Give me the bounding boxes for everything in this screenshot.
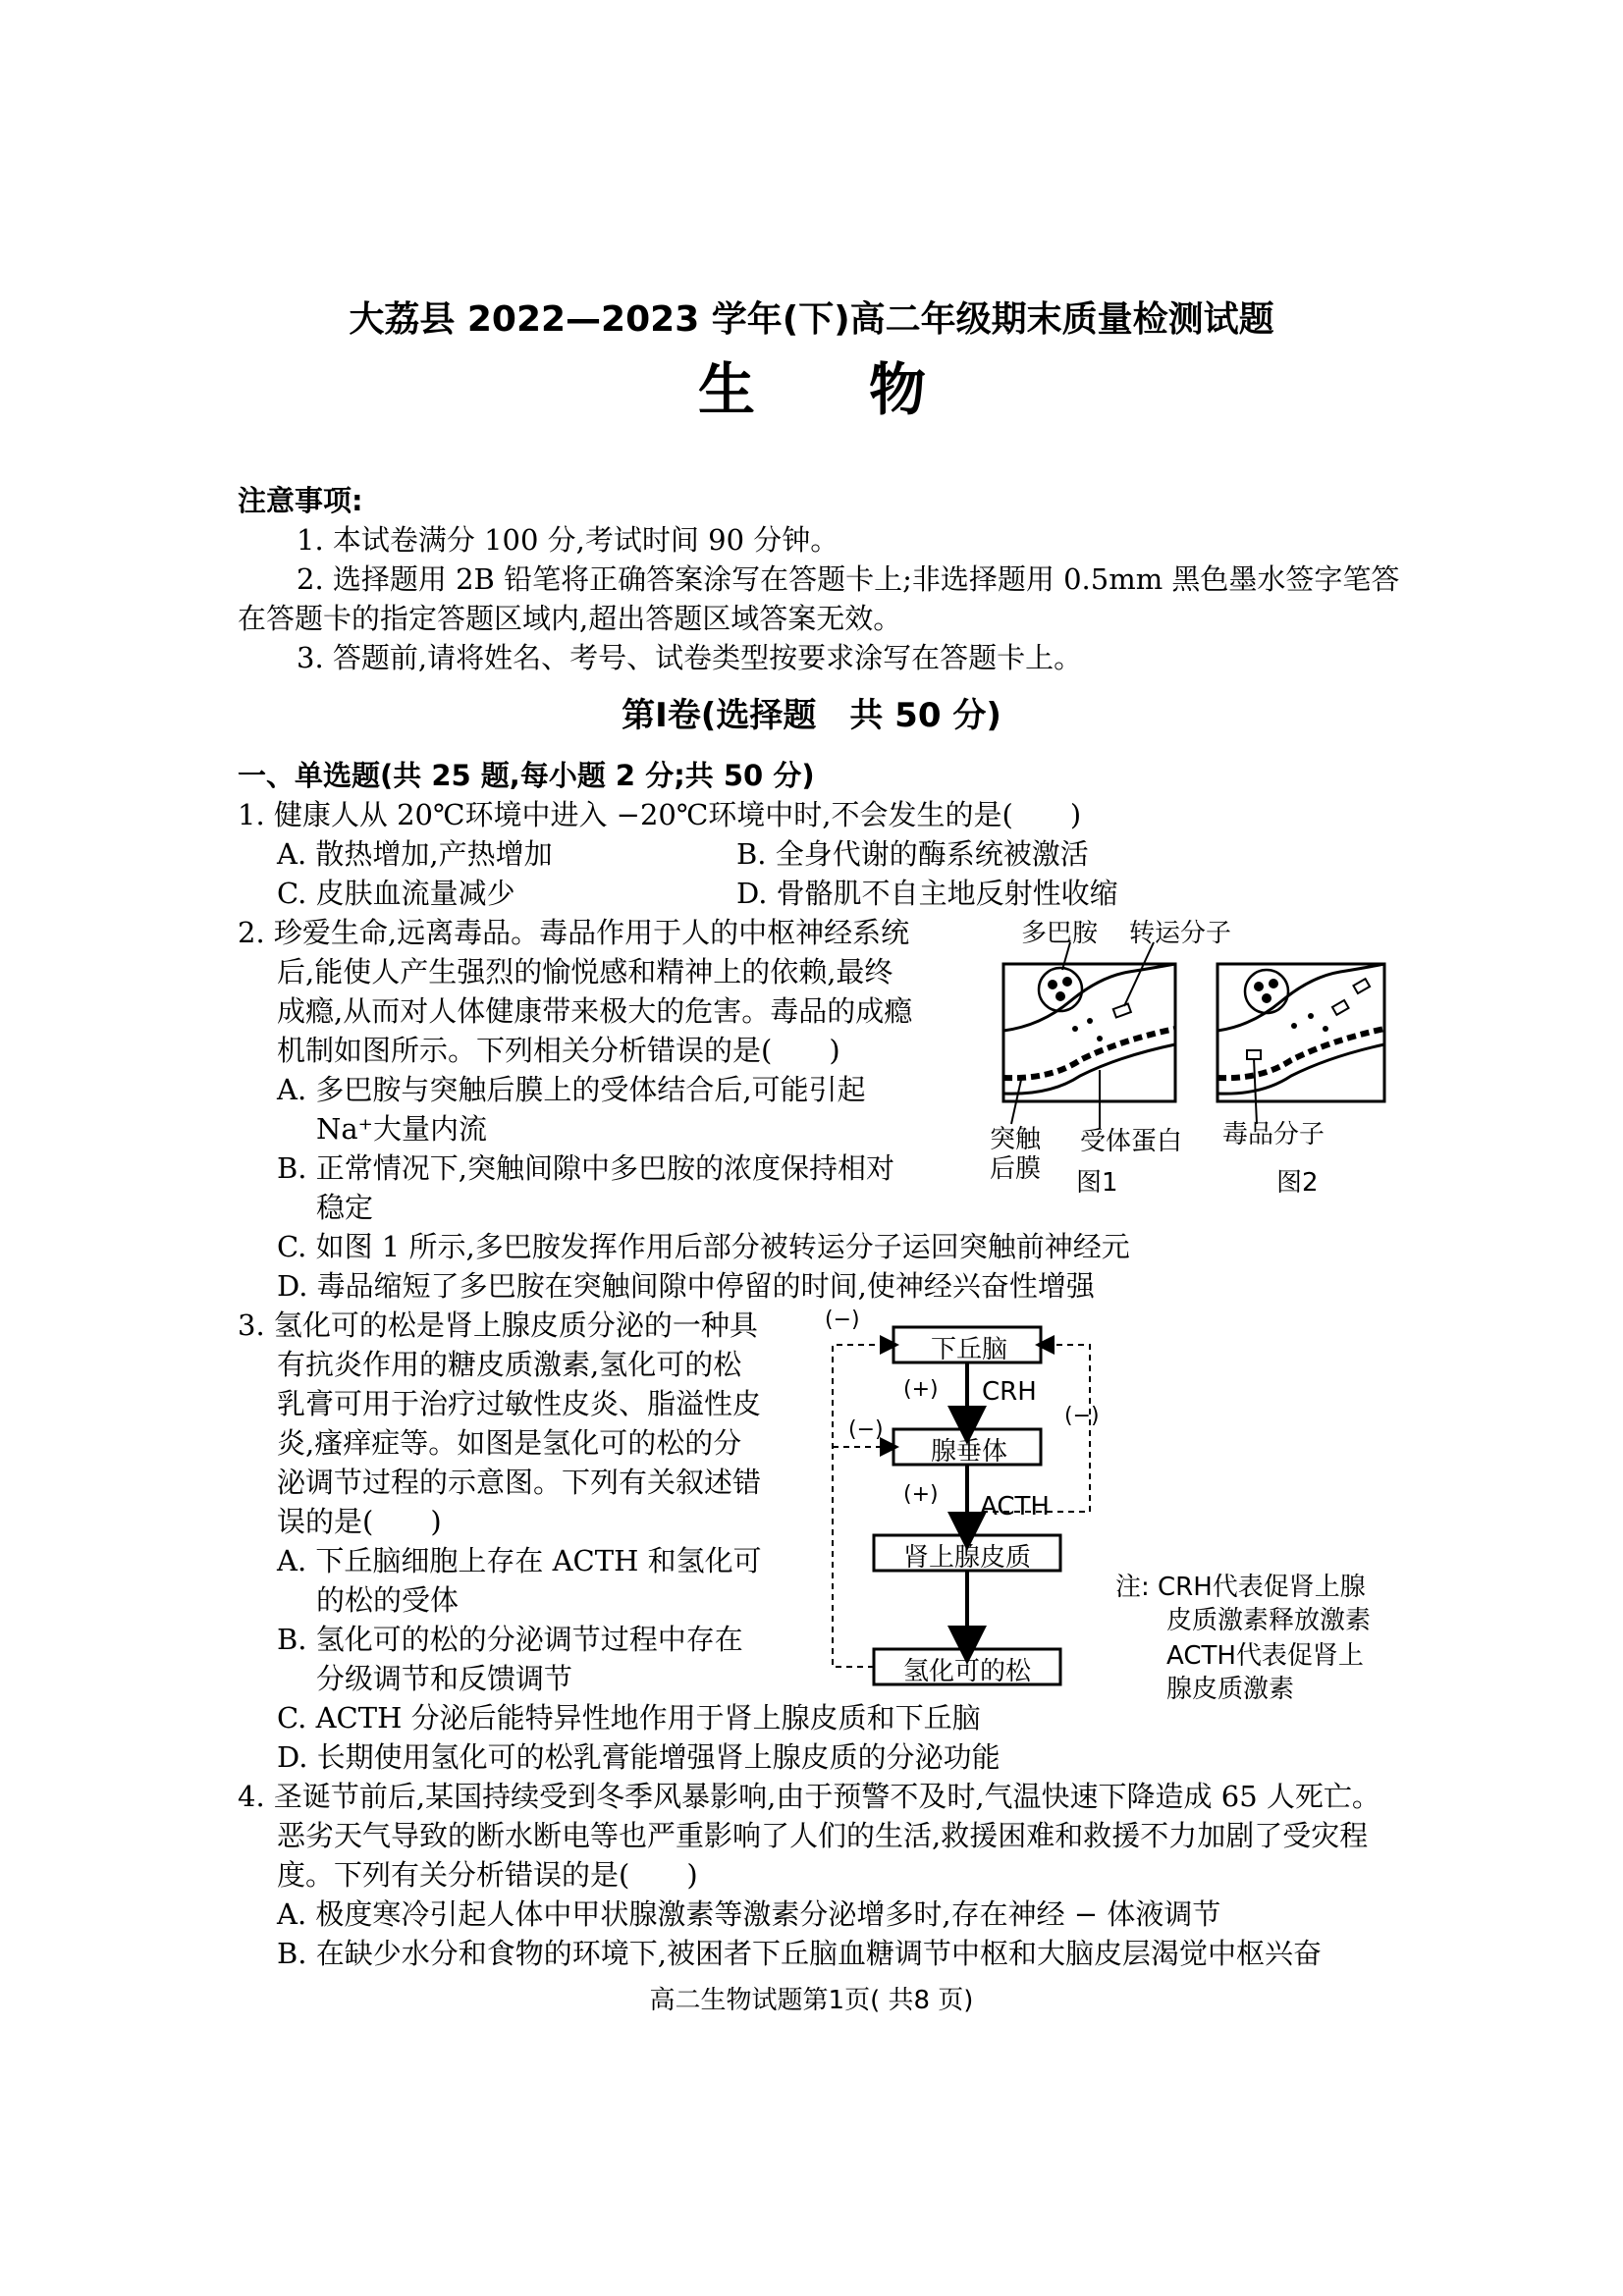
q3-line: 有抗炎作用的糖皮质激素,氢化可的松 — [277, 1348, 742, 1381]
label-postsynaptic-1: 突触 — [990, 1125, 1042, 1154]
label-receptor: 受体蛋白 — [1080, 1127, 1183, 1156]
note-line-4: 腺皮质激素 — [1166, 1675, 1295, 1704]
minus-label: (−) — [848, 1417, 884, 1442]
note-item-2-cont: 在答题卡的指定答题区域内,超出答题区域答案无效。 — [238, 602, 902, 635]
q2-option-c: C. 如图 1 所示,多巴胺发挥作用后部分被转运分子运回突触前神经元 — [277, 1230, 1130, 1263]
synapse-figure — [982, 913, 1414, 1207]
q2-line: 成瘾,从而对人体健康带来极大的危害。毒品的成瘾 — [277, 994, 913, 1028]
q3-option-d: D. 长期使用氢化可的松乳膏能增强肾上腺皮质的分泌功能 — [277, 1740, 1001, 1774]
label-postsynaptic-2: 后膜 — [990, 1154, 1042, 1184]
q2-option-b-cont: 稳定 — [316, 1191, 374, 1224]
exam-title: 大荔县 2022—2023 学年(下)高二年级期末质量检测试题 — [349, 299, 1274, 340]
note-line-1: 注: CRH代表促肾上腺 — [1115, 1573, 1366, 1602]
section-subtitle: 一、单选题(共 25 题,每小题 2 分;共 50 分) — [238, 759, 815, 792]
box-cortisol: 氢化可的松 — [902, 1657, 1031, 1686]
figure-caption-2: 图2 — [1276, 1168, 1319, 1198]
q2-option-a-cont: Na⁺大量内流 — [316, 1112, 487, 1146]
q2-line: 2. 珍爱生命,远离毒品。毒品作用于人的中枢神经系统 — [238, 916, 910, 949]
q3-option-b: B. 氢化可的松的分泌调节过程中存在 — [277, 1623, 743, 1656]
q2-line: 机制如图所示。下列相关分析错误的是( ) — [277, 1034, 840, 1067]
page-footer: 高二生物试题第1页( 共8 页) — [649, 1986, 974, 2015]
plus-label: (+) — [903, 1482, 939, 1507]
note-line-2: 皮质激素释放激素 — [1166, 1606, 1372, 1635]
q3-option-a-cont: 的松的受体 — [316, 1583, 460, 1617]
plus-label: (+) — [903, 1377, 939, 1402]
q4-line: 度。下列有关分析错误的是( ) — [277, 1858, 698, 1892]
q4-option-a: A. 极度寒冷引起人体中甲状腺激素等激素分泌增多时,存在神经 − 体液调节 — [277, 1897, 1221, 1931]
q3-line: 炎,瘙痒症等。如图是氢化可的松的分 — [277, 1426, 742, 1460]
hormone-regulation-figure — [825, 1308, 1394, 1708]
minus-label: (−) — [825, 1308, 860, 1332]
q2-line: 后,能使人产生强烈的愉悦感和精神上的依赖,最终 — [277, 955, 893, 988]
q3-option-a: A. 下丘脑细胞上存在 ACTH 和氢化可 — [277, 1544, 762, 1577]
q1-option-c: C. 皮肤血流量减少 — [277, 877, 515, 910]
acth-label: ACTH — [980, 1492, 1050, 1522]
synapse-diagram — [982, 913, 1414, 1207]
q1-option-b: B. 全身代谢的酶系统被激活 — [736, 837, 1089, 871]
q3-option-b-cont: 分级调节和反馈调节 — [316, 1662, 573, 1695]
note-item-2: 2. 选择题用 2B 铅笔将正确答案涂写在答题卡上;非选择题用 0.5mm 黑色墨水签字笔答 — [297, 562, 1400, 596]
q4-line: 4. 圣诞节前后,某国持续受到冬季风暴影响,由于预警不及时,气温快速下降造成 65 人死亡。 — [238, 1780, 1380, 1813]
q4-line: 恶劣天气导致的断水断电等也严重影响了人们的生活,救援困难和救援不力加剧了受灾程 — [277, 1819, 1369, 1852]
q3-line: 泌调节过程的示意图。下列有关叙述错 — [277, 1466, 762, 1499]
note-line-3: ACTH代表促肾上 — [1166, 1641, 1364, 1671]
q1-stem: 1. 健康人从 20℃环境中进入 −20℃环境中时,不会发生的是( ) — [238, 798, 1082, 831]
box-pituitary: 腺垂体 — [930, 1437, 1007, 1467]
note-item-1: 1. 本试卷满分 100 分,考试时间 90 分钟。 — [297, 523, 839, 557]
label-drug: 毒品分子 — [1222, 1120, 1325, 1149]
box-adrenal: 肾上腺皮质 — [902, 1543, 1031, 1573]
section-title: 第Ⅰ卷(选择题 共 50 分) — [622, 696, 1001, 735]
label-dopamine: 多巴胺 — [1021, 919, 1099, 948]
q2-option-a: A. 多巴胺与突触后膜上的受体结合后,可能引起 — [277, 1073, 866, 1106]
q1-option-a: A. 散热增加,产热增加 — [277, 837, 553, 871]
subject-char-2: 物 — [869, 356, 927, 423]
crh-label: CRH — [982, 1377, 1037, 1407]
q4-option-b: B. 在缺少水分和食物的环境下,被困者下丘脑血糖调节中枢和大脑皮层渴觉中枢兴奋 — [277, 1937, 1322, 1970]
subject-char-1: 生 — [698, 356, 756, 423]
q2-option-d: D. 毒品缩短了多巴胺在突触间隙中停留的时间,使神经兴奋性增强 — [277, 1269, 1095, 1303]
q3-line: 误的是( ) — [277, 1505, 442, 1538]
q1-option-d: D. 骨骼肌不自主地反射性收缩 — [736, 877, 1118, 910]
q3-line: 3. 氢化可的松是肾上腺皮质分泌的一种具 — [238, 1308, 758, 1342]
box-hypothalamus: 下丘脑 — [930, 1335, 1007, 1364]
figure-caption-1: 图1 — [1076, 1168, 1118, 1198]
notes-heading: 注意事项: — [238, 484, 363, 517]
note-item-3: 3. 答题前,请将姓名、考号、试卷类型按要求涂写在答题卡上。 — [297, 641, 1083, 674]
q2-option-b: B. 正常情况下,突触间隙中多巴胺的浓度保持相对 — [277, 1151, 894, 1185]
label-transporter: 转运分子 — [1129, 919, 1232, 948]
q3-option-c: C. ACTH 分泌后能特异性地作用于肾上腺皮质和下丘脑 — [277, 1701, 981, 1735]
q3-line: 乳膏可用于治疗过敏性皮炎、脂溢性皮 — [277, 1387, 762, 1420]
minus-label: (−) — [1064, 1404, 1100, 1428]
